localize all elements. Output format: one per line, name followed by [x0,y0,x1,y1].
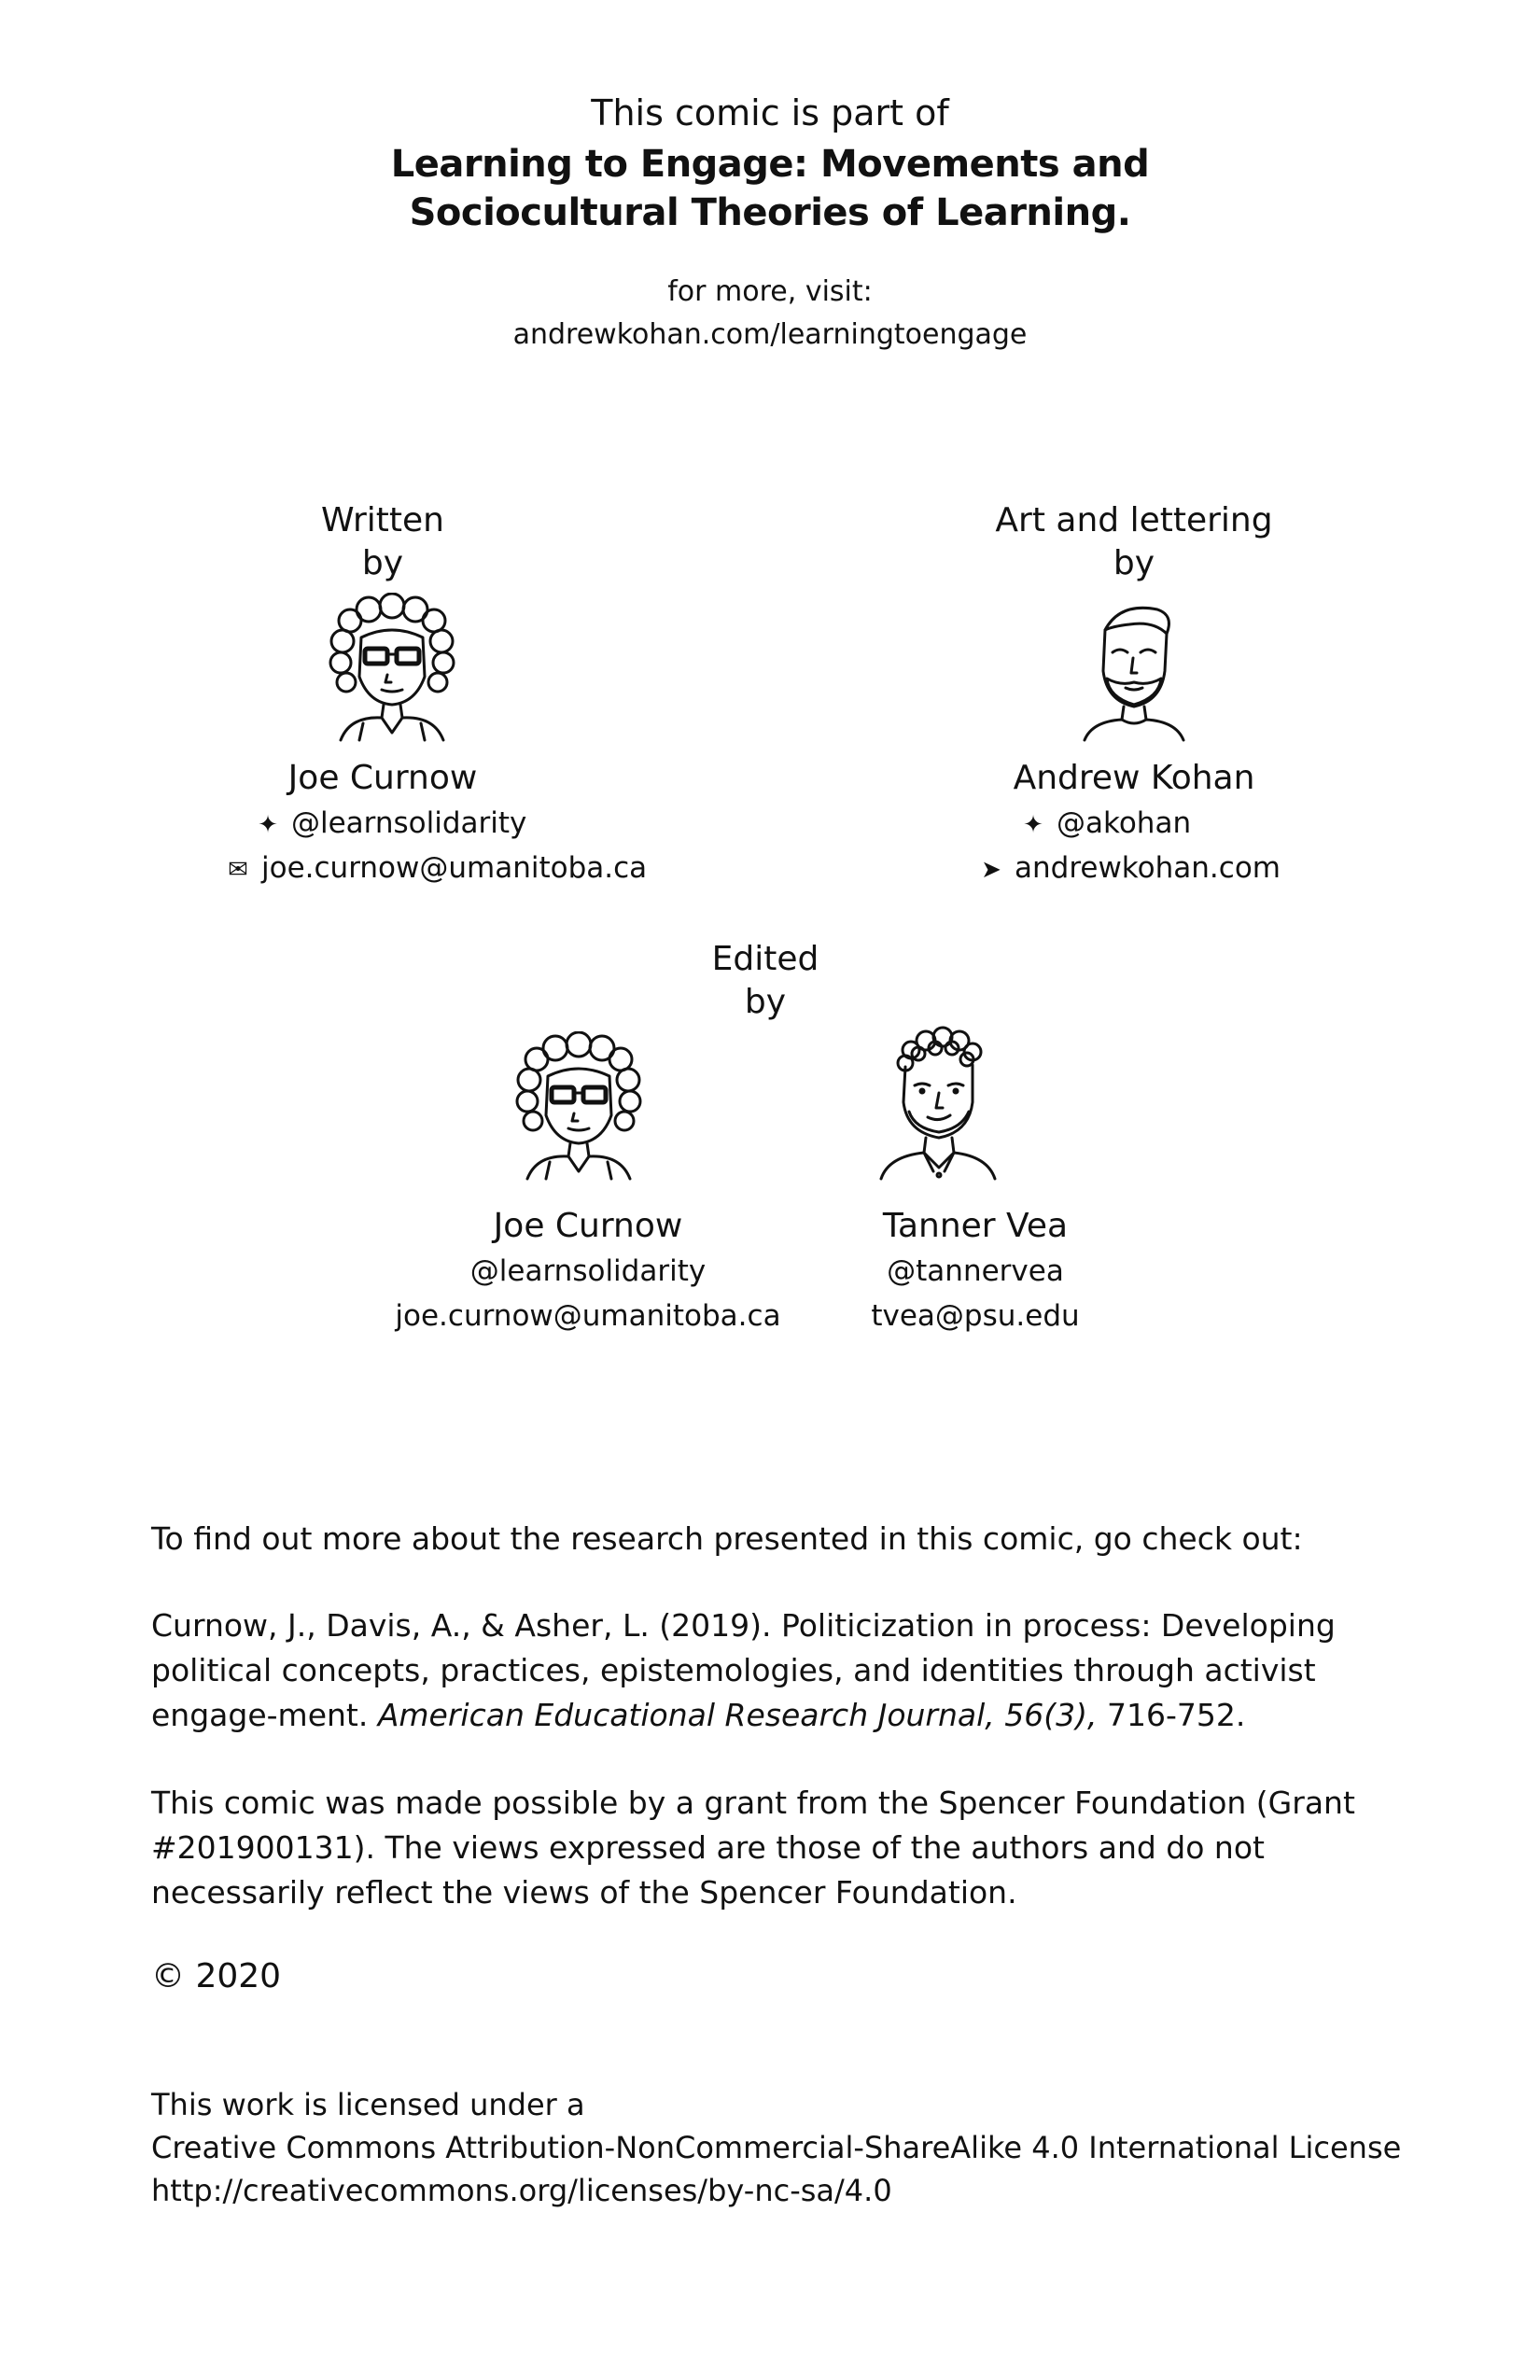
editor-tanner-name: Tanner Vea [882,1207,1069,1245]
edited-role-line1: Edited [711,940,819,978]
art-by-heading [938,499,1330,585]
series-title-line1: Learning to Engage: Movements and [390,143,1150,186]
artist-website[interactable] [975,846,1281,892]
editor-tanner-block [821,1204,1129,1338]
artist-twitter-handle: @akohan [1057,806,1192,840]
funding-statement: This comic was made possible by a grant from the Spencer Foundation (Grant #201900131). The views expressed are those of the authors and do not necessarily reflect the views of the Spencer Foundation. [151,1785,1355,1911]
editor-tanner-email[interactable]: tvea@psu.edu [871,1299,1080,1333]
citation-journal: American Educational Research Journal, 56(3), [377,1697,1098,1733]
series-title-line2: Sociocultural Theories of Learning. [409,191,1131,234]
license-line2[interactable]: Creative Commons Attribution-NonCommercial-ShareAlike 4.0 International License [151,2130,1402,2165]
editor-joe-twitter[interactable]: @learnsolidarity [469,1254,707,1288]
visit-label: for more, visit: [667,275,873,308]
written-by-heading [187,499,579,585]
editor-joe-email[interactable]: joe.curnow@umanitoba.ca [395,1299,781,1333]
art-role-line2: by [1113,544,1155,582]
envelope-icon: ✉ [228,855,248,884]
tanner-vea-portrait [868,1022,1008,1181]
written-role-line2: by [361,544,404,582]
citation-authors-title: Curnow, J., Davis, A., & Asher, L. (2019). Politicization in process: Developing political concepts, practices, epistemologies, and identities through activist engage-ment. [151,1607,1336,1733]
artist-name: Andrew Kohan [1013,759,1255,797]
citation [151,1603,1402,1738]
artist-twitter[interactable] [1017,801,1191,847]
editor-joe-curnow-portrait [509,1031,649,1181]
writer-twitter[interactable] [252,801,526,847]
license-url[interactable]: http://creativecommons.org/licenses/by-nc-sa/4.0 [151,2173,892,2208]
written-role-line1: Written [321,501,444,539]
citation-text [151,1603,1402,1738]
cursor-arrow-icon: ➤ [981,855,1001,884]
research-lead: To find out more about the research presented in this comic, go check out: [151,1520,1303,1557]
editor-joe-name: Joe Curnow [493,1207,683,1245]
visit-url[interactable]: andrewkohan.com/learningtoengage [512,318,1028,351]
edited-role-line2: by [744,983,787,1021]
editor-joe-block [392,1204,784,1338]
joe-curnow-portrait [322,593,462,742]
edited-by-heading [569,938,961,1024]
visit-block [0,271,1540,357]
editor-tanner-twitter[interactable]: @tannervea [887,1254,1064,1288]
citation-pages: 716-752. [1097,1697,1246,1733]
twitter-bird-icon: ✦ [1023,810,1043,839]
license-block [151,2083,1402,2212]
writer-email-address: joe.curnow@umanitoba.ca [261,851,648,885]
twitter-bird-icon: ✦ [258,810,278,839]
writer-name: Joe Curnow [287,759,478,797]
writer-twitter-handle: @learnsolidarity [291,806,527,840]
license-line1: This work is licensed under a [151,2087,585,2122]
art-role-line1: Art and lettering [995,501,1273,539]
writer-email[interactable] [222,846,647,892]
intro-line: This comic is part of [591,92,949,133]
copyright: © 2020 [151,1957,282,1995]
series-title [0,140,1540,237]
artist-website-url: andrewkohan.com [1015,851,1281,885]
andrew-kohan-portrait [1064,593,1204,742]
